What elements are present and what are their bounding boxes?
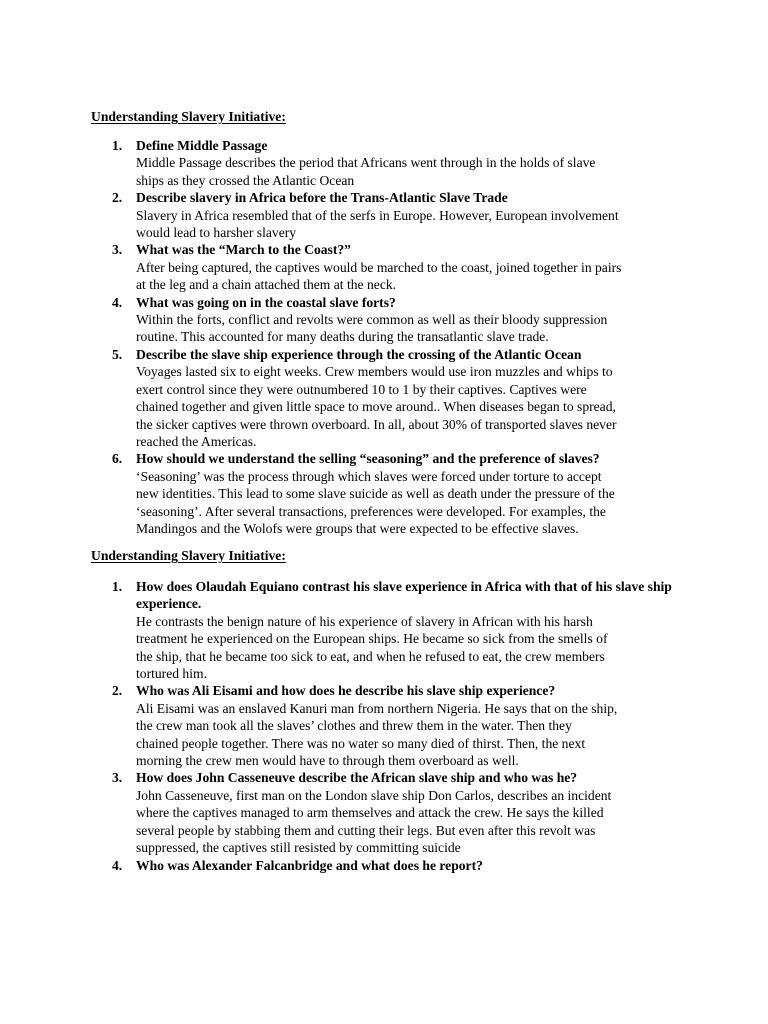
section-2-question-list <box>0 578 768 874</box>
list-item <box>0 241 768 293</box>
answer-line: ‘Seasoning’ was the process through which slaves were forced under torture to accept <box>136 468 602 484</box>
answer-line: the crew man took all the slaves’ clothes and threw them in the water. Then they <box>136 718 572 734</box>
answer-line: John Casseneuve, first man on the London slave ship Don Carlos, describes an incident <box>136 787 612 803</box>
list-item <box>0 346 768 450</box>
item-number: 4. <box>112 857 123 873</box>
answer-line: Mandingos and the Wolofs were groups that were expected to be effective slaves. <box>136 520 579 536</box>
answer-line: would lead to harsher slavery <box>136 225 297 241</box>
answer-line: ships as they crossed the Atlantic Ocean <box>136 172 355 188</box>
answer-line: He contrasts the benign nature of his experience of slavery in African with his harsh <box>136 613 593 629</box>
answer-line: new identities. This lead to some slave suicide as well as death under the pressure of the <box>136 486 615 502</box>
answer-line: routine. This accounted for many deaths during the transatlantic slave trade. <box>136 329 549 345</box>
section-2-heading: Understanding Slavery Initiative: <box>91 548 286 563</box>
answer-line: the ship, that he became too sick to eat, and when he refused to eat, the crew members <box>136 648 605 664</box>
item-number: 2. <box>112 190 123 206</box>
answer-text <box>136 259 681 294</box>
answer-text <box>136 613 681 683</box>
list-item <box>0 682 768 769</box>
answer-text <box>136 363 681 450</box>
question-text: How does John Casseneuve describe the African slave ship and who was he? <box>136 770 578 786</box>
question-text: How does Olaudah Equiano contrast his slave experience in Africa with that of his slave ship experience. <box>136 579 672 612</box>
item-number: 2. <box>112 683 123 699</box>
question-text: What was the “March to the Coast?” <box>136 242 351 258</box>
answer-text <box>136 207 681 242</box>
answer-line: exert control since they were outnumbered 10 to 1 by their captives. Captives were <box>136 381 587 397</box>
list-item <box>0 137 768 189</box>
answer-text <box>136 311 681 346</box>
question-text: Describe the slave ship experience through the crossing of the Atlantic Ocean <box>136 346 582 362</box>
answer-text <box>136 154 681 189</box>
item-number: 5. <box>112 346 123 362</box>
answer-line: chained together and given little space to move around.. When diseases began to spread, <box>136 399 616 415</box>
list-item <box>0 578 768 682</box>
answer-line: reached the Americas. <box>136 433 257 449</box>
item-number: 3. <box>112 770 123 786</box>
answer-line: several people by stabbing them and cutting their legs. But even after this revolt was <box>136 822 596 838</box>
section-1-question-list <box>0 137 768 537</box>
item-number: 1. <box>112 138 123 153</box>
answer-line: Within the forts, conflict and revolts were common as well as their bloody suppression <box>136 312 608 328</box>
question-text: Who was Alexander Falcanbridge and what does he report? <box>136 857 483 873</box>
answer-line: at the leg and a chain attached them at the neck. <box>136 277 397 293</box>
list-item <box>0 189 768 241</box>
list-item <box>0 769 768 856</box>
answer-line: treatment he experienced on the European ships. He became so sick from the smells of <box>136 631 608 647</box>
question-text: How should we understand the selling “seasoning” and the preference of slaves? <box>136 451 600 467</box>
answer-text <box>136 700 681 770</box>
question-text: Describe slavery in Africa before the Trans-Atlantic Slave Trade <box>136 190 508 206</box>
section-1-heading: Understanding Slavery Initiative: <box>91 109 286 124</box>
item-number: 3. <box>112 242 123 258</box>
answer-line: the sicker captives were thrown overboard. In all, about 30% of transported slaves never <box>136 416 617 432</box>
answer-line: After being captured, the captives would be marched to the coast, joined together in pairs <box>136 259 622 275</box>
answer-line: chained people together. There was no water so many died of thirst. Then, the next <box>136 735 586 751</box>
item-number: 6. <box>112 451 123 467</box>
answer-line: Ali Eisami was an enslaved Kanuri man from northern Nigeria. He says that on the ship, <box>136 700 618 716</box>
answer-line: suppressed, the captives still resisted by committing suicide <box>136 840 461 856</box>
answer-line: Voyages lasted six to eight weeks. Crew members would use iron muzzles and whips to <box>136 364 613 380</box>
answer-line: ‘seasoning’. After several transactions, preferences were developed. For examples, the <box>136 503 606 519</box>
list-item <box>0 857 768 874</box>
answer-text <box>136 468 681 538</box>
item-number: 4. <box>112 294 123 310</box>
item-number: 1. <box>112 579 123 594</box>
answer-text <box>136 787 681 857</box>
answer-line: morning the crew men would have to through them overboard as well. <box>136 753 519 769</box>
list-item <box>0 294 768 346</box>
question-text: What was going on in the coastal slave forts? <box>136 294 396 310</box>
question-text: Who was Ali Eisami and how does he describe his slave ship experience? <box>136 683 556 699</box>
list-item <box>0 450 768 537</box>
answer-line: tortured him. <box>136 666 207 682</box>
answer-line: Slavery in Africa resembled that of the serfs in Europe. However, European involvement <box>136 207 619 223</box>
answer-line: Middle Passage describes the period that Africans went through in the holds of slave <box>136 155 596 171</box>
question-text: Define Middle Passage <box>136 138 268 153</box>
answer-line: where the captives managed to arm themselves and attack the crew. He says the killed <box>136 805 604 821</box>
